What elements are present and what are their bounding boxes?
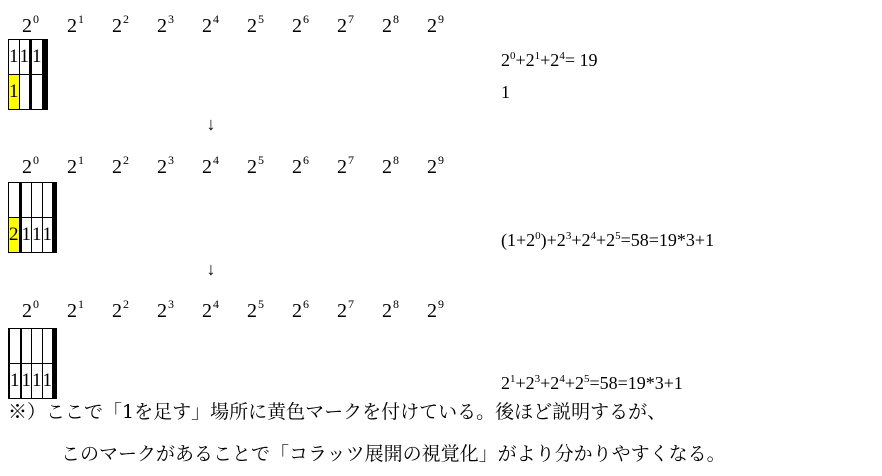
grid-row bbox=[9, 183, 57, 218]
power-base: 2 bbox=[427, 300, 437, 322]
power-base: 2 bbox=[427, 156, 437, 178]
power-label bbox=[323, 289, 368, 326]
equation-term: 2 bbox=[501, 50, 510, 70]
grid-row bbox=[9, 364, 57, 399]
power-exponent: 5 bbox=[258, 12, 264, 26]
grid-cell: 2 bbox=[9, 218, 20, 253]
power-exponent: 1 bbox=[78, 12, 84, 26]
power-base: 2 bbox=[337, 156, 347, 178]
power-exponent: 7 bbox=[348, 12, 354, 26]
power-label bbox=[413, 145, 458, 182]
power-exponent: 2 bbox=[123, 153, 129, 167]
grid-cell: 1 bbox=[19, 40, 30, 75]
equation-exponent: 4 bbox=[559, 50, 565, 62]
note-line-1: ※）ここで「1を足す」場所に黄色マークを付けている。後ほど説明するが、 bbox=[8, 401, 667, 423]
power-base: 2 bbox=[157, 156, 167, 178]
equation-1 bbox=[501, 45, 597, 71]
power-base: 2 bbox=[202, 15, 212, 37]
power-base: 2 bbox=[247, 156, 257, 178]
grid-cell bbox=[10, 329, 21, 364]
power-label bbox=[8, 4, 53, 41]
equation-3 bbox=[501, 368, 683, 394]
equation-term: +2 bbox=[564, 373, 584, 393]
equation-exponent: 0 bbox=[535, 230, 541, 242]
grid-cell bbox=[19, 75, 30, 110]
equation-exponent: 5 bbox=[583, 373, 590, 385]
grid-cell bbox=[56, 329, 57, 364]
equation-term: +2 bbox=[571, 230, 591, 250]
power-base: 2 bbox=[112, 15, 122, 37]
power-label bbox=[143, 4, 188, 41]
power-exponent: 8 bbox=[393, 297, 399, 311]
power-exponent: 1 bbox=[78, 297, 84, 311]
equation-exponent: 1 bbox=[510, 373, 516, 385]
power-base: 2 bbox=[112, 156, 122, 178]
power-header bbox=[8, 4, 458, 37]
bit-grid bbox=[8, 328, 57, 399]
power-label bbox=[368, 4, 413, 41]
equation-term: +2 bbox=[595, 230, 616, 250]
grid-cell: 1 bbox=[21, 364, 32, 399]
equation-term: 2 bbox=[501, 373, 510, 393]
power-base: 2 bbox=[67, 156, 77, 178]
power-base: 2 bbox=[157, 300, 167, 322]
equation-term: = 19 bbox=[564, 50, 598, 70]
grid-cell bbox=[56, 183, 57, 218]
power-label bbox=[53, 289, 98, 326]
power-exponent: 6 bbox=[303, 153, 309, 167]
power-label bbox=[188, 4, 233, 41]
power-header bbox=[8, 145, 458, 178]
power-header bbox=[8, 289, 458, 322]
power-exponent: 5 bbox=[258, 153, 264, 167]
power-exponent: 8 bbox=[393, 12, 399, 26]
power-base: 2 bbox=[22, 300, 32, 322]
power-label bbox=[98, 289, 143, 326]
equation-term: (1+2 bbox=[501, 230, 536, 250]
power-label bbox=[368, 145, 413, 182]
power-exponent: 8 bbox=[393, 153, 399, 167]
power-label bbox=[188, 289, 233, 326]
equation-exponent: 3 bbox=[534, 373, 541, 385]
power-base: 2 bbox=[157, 15, 167, 37]
power-label bbox=[368, 289, 413, 326]
power-exponent: 0 bbox=[33, 12, 39, 26]
power-exponent: 1 bbox=[78, 153, 84, 167]
grid-cell: 1 bbox=[32, 218, 43, 253]
power-exponent: 4 bbox=[213, 297, 219, 311]
equation-term: +2 bbox=[540, 50, 560, 70]
power-label bbox=[143, 289, 188, 326]
power-exponent: 4 bbox=[213, 153, 219, 167]
power-label bbox=[53, 4, 98, 41]
power-label bbox=[98, 145, 143, 182]
grid-cell: 1 bbox=[42, 364, 53, 399]
grid-cell bbox=[32, 183, 43, 218]
power-label bbox=[413, 4, 458, 41]
equation-term: +2 bbox=[515, 373, 535, 393]
power-base: 2 bbox=[292, 15, 302, 37]
power-label bbox=[8, 145, 53, 182]
power-base: 2 bbox=[247, 300, 257, 322]
power-exponent: 6 bbox=[303, 297, 309, 311]
equation-exponent: 3 bbox=[565, 230, 572, 242]
power-base: 2 bbox=[202, 156, 212, 178]
equation-exponent: 0 bbox=[510, 50, 516, 62]
power-base: 2 bbox=[247, 15, 257, 37]
power-label bbox=[233, 4, 278, 41]
power-exponent: 2 bbox=[123, 297, 129, 311]
equation-2 bbox=[501, 225, 714, 251]
power-base: 2 bbox=[427, 15, 437, 37]
power-base: 2 bbox=[292, 300, 302, 322]
power-exponent: 0 bbox=[33, 153, 39, 167]
grid-row bbox=[9, 329, 57, 364]
power-exponent: 0 bbox=[33, 297, 39, 311]
power-base: 2 bbox=[292, 156, 302, 178]
equation-1-result: 1 bbox=[501, 82, 510, 102]
power-label bbox=[143, 145, 188, 182]
bit-grid bbox=[8, 39, 48, 110]
equation-term: =58=19*3+1 bbox=[589, 373, 683, 393]
equation-exponent: 1 bbox=[534, 50, 541, 62]
power-exponent: 4 bbox=[213, 12, 219, 26]
grid-cell bbox=[9, 183, 20, 218]
grid-row bbox=[9, 218, 57, 253]
grid-cell bbox=[32, 75, 43, 110]
power-base: 2 bbox=[337, 300, 347, 322]
power-base: 2 bbox=[112, 300, 122, 322]
power-label bbox=[188, 145, 233, 182]
bit-grid bbox=[8, 182, 57, 253]
power-label bbox=[323, 145, 368, 182]
power-exponent: 3 bbox=[168, 297, 174, 311]
power-base: 2 bbox=[67, 300, 77, 322]
grid-cell: 1 bbox=[21, 218, 32, 253]
power-base: 2 bbox=[22, 156, 32, 178]
power-base: 2 bbox=[382, 300, 392, 322]
grid-cell bbox=[56, 364, 57, 399]
grid-cell: 1 bbox=[9, 40, 20, 75]
power-exponent: 3 bbox=[168, 153, 174, 167]
power-label bbox=[323, 4, 368, 41]
down-arrow-icon: ↓ bbox=[206, 259, 216, 279]
equation-exponent: 4 bbox=[559, 373, 565, 385]
power-label bbox=[233, 289, 278, 326]
grid-cell: 1 bbox=[32, 40, 43, 75]
power-label bbox=[278, 4, 323, 41]
power-label bbox=[8, 289, 53, 326]
note-line-2: このマークがあることで「コラッツ展開の視覚化」がより分かりやすくなる。 bbox=[61, 443, 726, 465]
power-exponent: 9 bbox=[438, 153, 444, 167]
grid-cell: 1 bbox=[42, 218, 53, 253]
grid-row bbox=[9, 40, 48, 75]
equation-term: +2 bbox=[540, 373, 560, 393]
power-label bbox=[413, 289, 458, 326]
down-arrow-icon: ↓ bbox=[206, 114, 216, 134]
grid-cell bbox=[42, 329, 53, 364]
power-label bbox=[233, 145, 278, 182]
grid-cell bbox=[21, 183, 32, 218]
power-base: 2 bbox=[22, 15, 32, 37]
grid-cell bbox=[32, 329, 43, 364]
power-exponent: 7 bbox=[348, 297, 354, 311]
power-label bbox=[278, 289, 323, 326]
grid-cell: 1 bbox=[32, 364, 43, 399]
grid-cell: 1 bbox=[10, 364, 21, 399]
power-base: 2 bbox=[382, 156, 392, 178]
grid-row bbox=[9, 75, 48, 110]
power-exponent: 3 bbox=[168, 12, 174, 26]
power-exponent: 9 bbox=[438, 12, 444, 26]
equation-exponent: 5 bbox=[615, 230, 621, 242]
grid-cell bbox=[21, 329, 32, 364]
power-label bbox=[278, 145, 323, 182]
power-label bbox=[53, 145, 98, 182]
grid-cell bbox=[46, 75, 47, 110]
grid-cell: 1 bbox=[9, 75, 20, 110]
power-base: 2 bbox=[67, 15, 77, 37]
equation-exponent: 4 bbox=[590, 230, 596, 242]
power-exponent: 6 bbox=[303, 12, 309, 26]
equation-term: )+2 bbox=[540, 230, 566, 250]
grid-cell bbox=[56, 218, 57, 253]
power-exponent: 2 bbox=[123, 12, 129, 26]
power-exponent: 7 bbox=[348, 153, 354, 167]
power-base: 2 bbox=[337, 15, 347, 37]
power-exponent: 9 bbox=[438, 297, 444, 311]
grid-cell bbox=[46, 40, 47, 75]
equation-term: =58=19*3+1 bbox=[620, 230, 715, 250]
equation-term: +2 bbox=[515, 50, 535, 70]
power-exponent: 5 bbox=[258, 297, 264, 311]
power-base: 2 bbox=[202, 300, 212, 322]
power-base: 2 bbox=[382, 15, 392, 37]
grid-cell bbox=[42, 183, 53, 218]
power-label bbox=[98, 4, 143, 41]
